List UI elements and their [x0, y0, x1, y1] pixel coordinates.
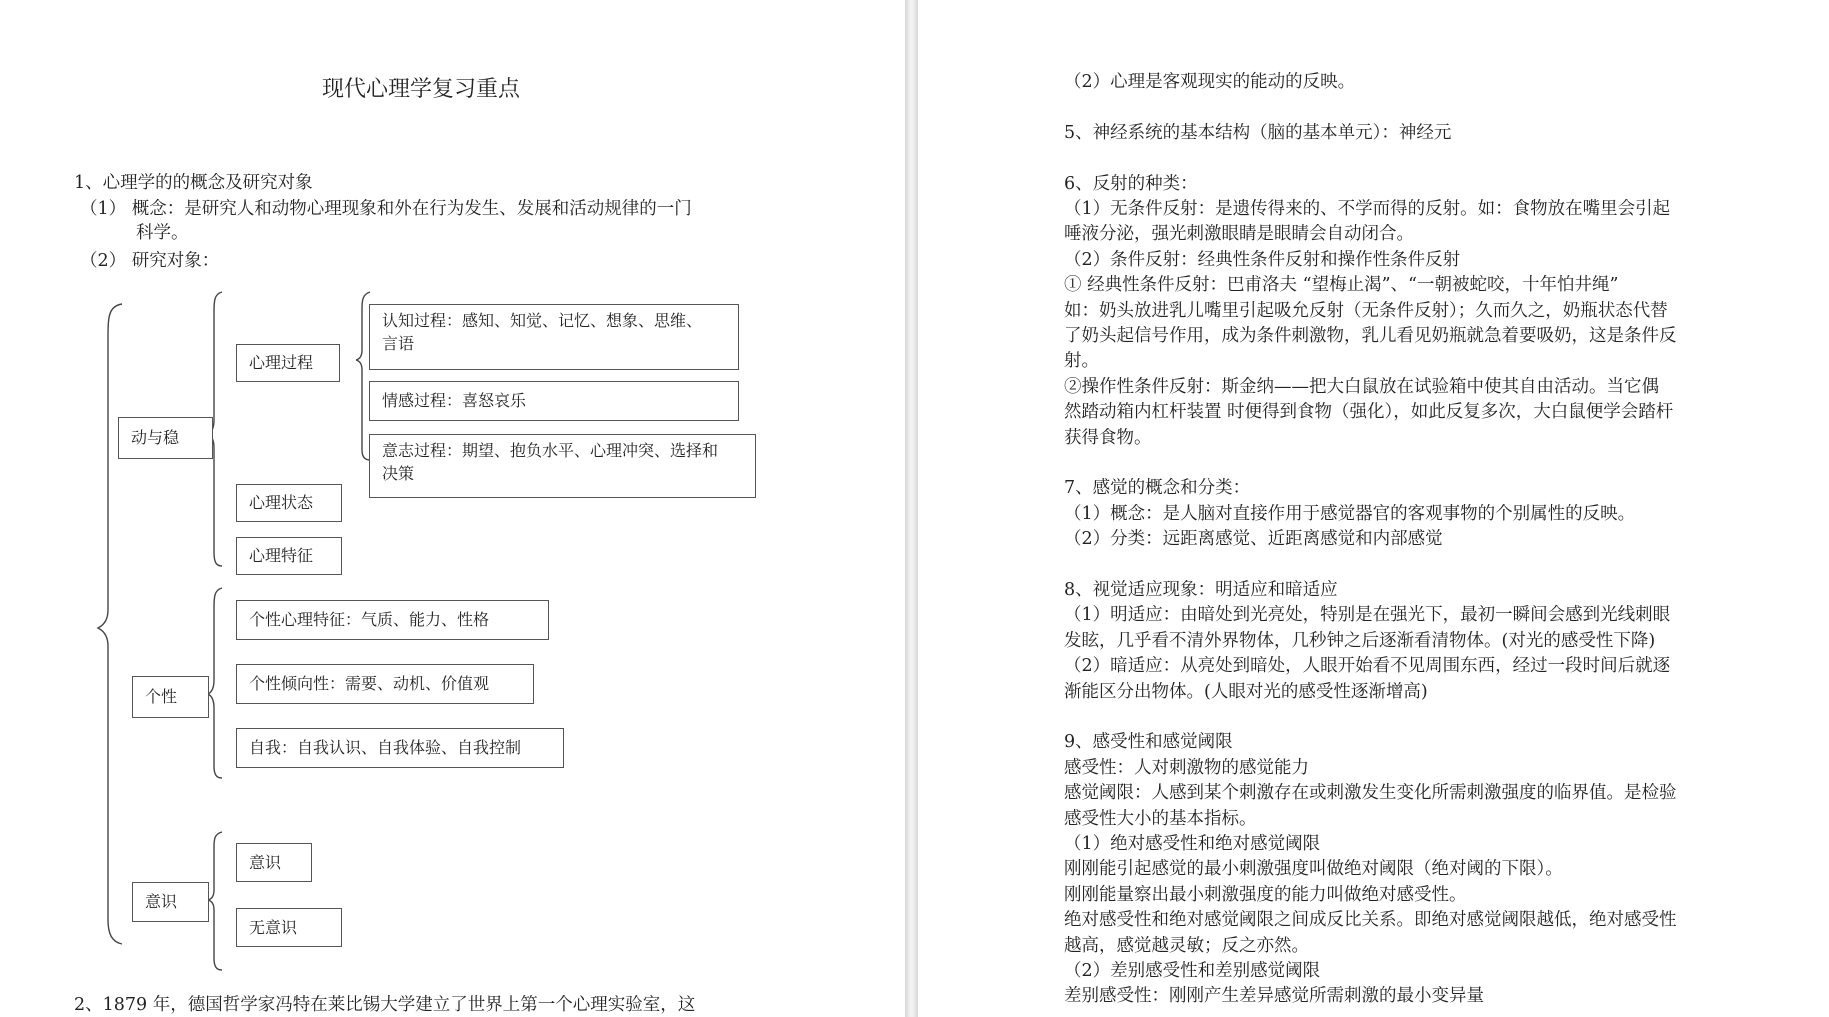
section-1-concept-line-2: 科学。 [136, 223, 189, 243]
right-text-line: 刚刚能量察出最小刺激强度的能力叫做绝对感受性。 [1064, 884, 1467, 905]
right-text-line: 了奶头起信号作用，成为条件刺激物，乳儿看见奶瓶就急着要吸奶，这是条件反 [1064, 326, 1677, 346]
root-brace [98, 304, 122, 944]
right-text-line: （2）心理是客观现实的能动的反映。 [1064, 72, 1356, 92]
mindmap-node-state: 心理状态 [236, 484, 342, 522]
right-text-line: 发眩，几乎看不清外界物体，几秒钟之后逐渐看清物体。(对光的感受性下降) [1064, 630, 1656, 651]
consciousness-brace [208, 832, 222, 970]
right-text-line: 刚刚能引起感觉的最小刺激强度叫做绝对阈限（绝对阈的下限）。 [1064, 859, 1563, 880]
will-line-1: 意志过程：期望、抱负水平、心理冲突、选择和 [382, 441, 719, 460]
page-gutter [905, 0, 918, 1017]
mindmap-node-emotion: 情感过程：喜怒哀乐 [369, 381, 739, 421]
cognition-line-2: 言语 [382, 334, 415, 353]
mindmap-node-cognition [369, 304, 739, 370]
right-text-line: （1）概念：是人脑对直接作用于感觉器官的客观事物的个别属性的反映。 [1064, 503, 1636, 524]
mindmap-node-process: 心理过程 [236, 344, 340, 382]
section-1-concept-line-1: （1） 概念：是研究人和动物心理现象和外在行为发生、发展和活动规律的一门 [80, 199, 692, 219]
right-text-line: 6、反射的种类： [1064, 173, 1198, 194]
document-page-right [918, 0, 1829, 1017]
right-text-line: （1）明适应：由暗处到光亮处，特别是在强光下，最初一瞬间会感到光线刺眼 [1064, 605, 1671, 626]
right-text-line: （1）绝对感受性和绝对感觉阈限 [1064, 834, 1321, 854]
mindmap-node-personality: 个性 [132, 676, 209, 718]
right-text-line: （1）无条件反射：是遗传得来的、不学而得的反射。如：食物放在嘴里会引起 [1064, 199, 1671, 219]
mindmap-node-trait: 心理特征 [236, 537, 342, 575]
mindmap-node-will [369, 434, 756, 498]
mindmap-node-conscious: 意识 [236, 843, 312, 882]
right-text-line: 越高，感觉越灵敏；反之亦然。 [1064, 935, 1309, 956]
right-text-line: 绝对感受性和绝对感觉阈限之间成反比关系。即绝对感觉阈限越低，绝对感受性 [1064, 910, 1677, 931]
right-text-line: 差别感受性：刚刚产生差异感觉所需刺激的最小变异量 [1064, 986, 1484, 1007]
right-text-line: 感受性大小的基本指标。 [1064, 808, 1257, 829]
section-1-objects-label: （2） 研究对象： [80, 251, 220, 271]
personality-brace [208, 588, 222, 778]
document-title: 现代心理学复习重点 [322, 77, 521, 102]
section-1-heading: 1、心理学的的概念及研究对象 [74, 173, 313, 193]
right-text-line: （2）差别感受性和差别感觉阈限 [1064, 961, 1321, 981]
mindmap-node-dynamic: 动与稳 [118, 417, 213, 459]
right-text-line: （2）分类：远距离感觉、近距离感觉和内部感觉 [1064, 529, 1443, 550]
right-text-line: ① 经典性条件反射：巴甫洛夫 “望梅止渴”、“一朝被蛇咬，十年怕井绳” [1064, 275, 1619, 296]
mindmap-node-self: 自我：自我认识、自我体验、自我控制 [236, 728, 564, 768]
right-text-line: 5、神经系统的基本结构（脑的基本单元）：神经元 [1064, 122, 1452, 143]
right-text-line: 唾液分泌，强光刺激眼睛是眼睛会自动闭合。 [1064, 224, 1414, 245]
right-text-line: 8、视觉适应现象：明适应和暗适应 [1064, 580, 1338, 600]
right-text-line: 7、感觉的概念和分类： [1064, 478, 1251, 499]
right-text-line: 如：奶头放进乳儿嘴里引起吸允反射（无条件反射）；久而久之，奶瓶状态代替 [1064, 300, 1668, 321]
right-text-line: ②操作性条件反射：斯金纳——把大白鼠放在试验箱中使其自由活动。当它偶 [1064, 376, 1659, 397]
mindmap-node-unconscious: 无意识 [236, 908, 342, 947]
mindmap-braces [0, 0, 905, 1017]
right-text-line: 射。 [1064, 351, 1099, 372]
mindmap-node-personality-traits: 个性心理特征：气质、能力、性格 [236, 600, 549, 640]
right-text-line: 感受性：人对刺激物的感觉能力 [1064, 757, 1309, 778]
will-line-2: 决策 [382, 464, 415, 483]
right-text-line: 然踏动箱内杠杆装置 时便得到食物（强化），如此反复多次，大白鼠便学会踏杆 [1064, 402, 1674, 423]
right-text-line: （2）暗适应：从亮处到暗处，人眼开始看不见周围东西，经过一段时间后就逐 [1064, 656, 1671, 677]
right-text-line: 感觉阈限：人感到某个刺激存在或刺激发生变化所需刺激强度的临界值。是检验 [1064, 783, 1677, 804]
process-brace [356, 292, 370, 460]
right-text-line: 9、感受性和感觉阈限 [1064, 732, 1233, 753]
right-text-line: 渐能区分出物体。(人眼对光的感受性逐渐增高) [1064, 681, 1428, 702]
document-page-left [0, 0, 905, 1017]
right-text-line: 获得食物。 [1064, 427, 1152, 448]
section-2-line-1: 2、1879 年，德国哲学家冯特在莱比锡大学建立了世界上第一个心理实验室，这 [74, 995, 696, 1015]
mindmap-node-personality-tendency: 个性倾向性：需要、动机、价值观 [236, 664, 534, 704]
cognition-line-1: 认知过程：感知、知觉、记忆、想象、思维、 [382, 311, 703, 330]
right-text-line: （2）条件反射：经典性条件反射和操作性条件反射 [1064, 249, 1461, 270]
mindmap-node-consciousness-root: 意识 [132, 882, 209, 922]
